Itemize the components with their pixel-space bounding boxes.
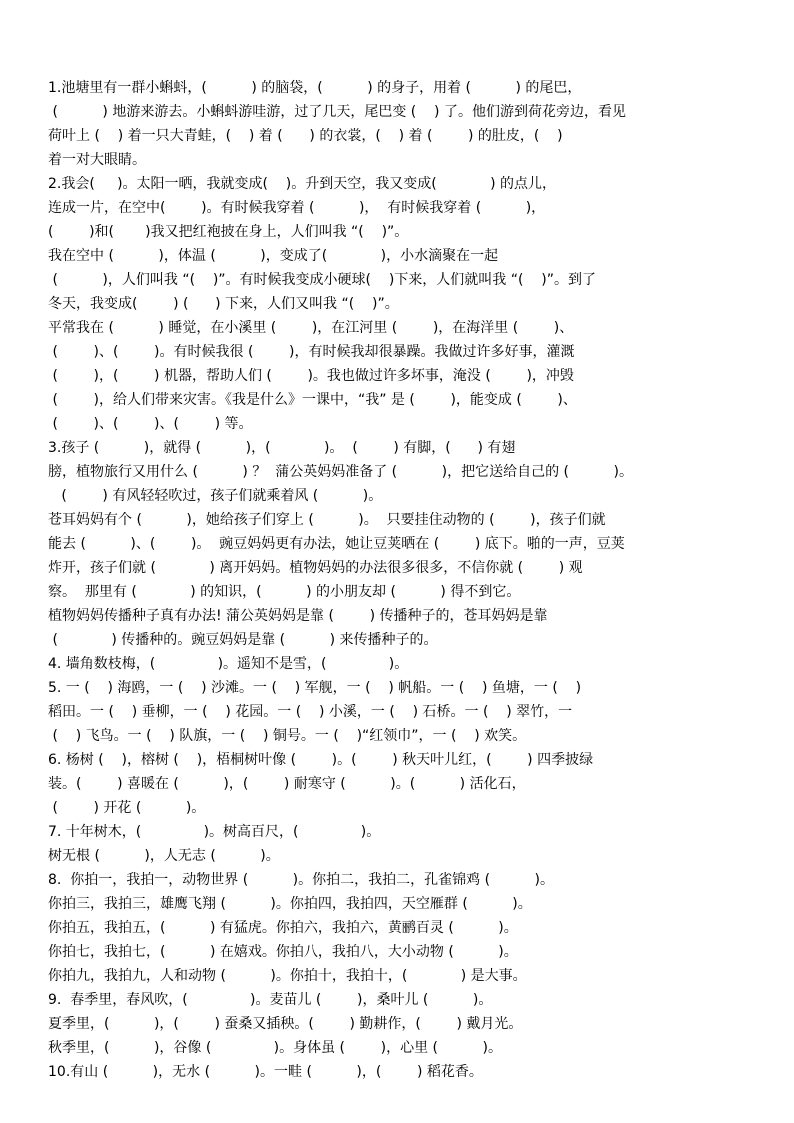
text-line: 着一对大眼睛。	[48, 152, 146, 168]
text-line: 连成一片，在空中( )。有时候我穿着 ( )， 有时候我穿着 ( )，	[48, 200, 546, 216]
text-line: ( )，给人们带来灾害。《我是什么》一课中，“我” 是 ( )，能变成 ( )、	[48, 392, 577, 408]
text-line: 我在空中 ( )，体温 ( )，变成了( )，小水滴聚在一起	[48, 248, 499, 264]
text-line: 你拍三，我拍三，雄鹰飞翔 ( )。你拍四，我拍四，天空雁群 ( )。	[48, 896, 532, 912]
text-line: 能去 ( )、( )。 豌豆妈妈更有办法，她让豆荚晒在 ( ) 底下。啪的一声，豆荚	[48, 536, 625, 552]
text-line: 膀，植物旅行又用什么 ( ) ？ 蒲公英妈妈准备了 ( )，把它送给自己的 ( )。	[48, 464, 633, 480]
text-line: ( )和( )我又把红袍披在身上，人们叫我 “( )”。	[48, 224, 409, 240]
text-line: 苍耳妈妈有个 ( )，她给孩子们穿上 ( )。 只要挂住动物的 ( )，孩子们就	[48, 512, 606, 528]
text-line: 平常我在 ( ) 睡觉，在小溪里 ( )，在江河里 ( )，在海洋里 ( )、	[48, 320, 574, 336]
text-line: ( ) 传播种的。豌豆妈妈是靠 ( ) 来传播种子的。	[48, 632, 438, 648]
text-line: 你拍七，我拍七，( ) 在嬉戏。你拍八，我拍八，大小动物 ( )。	[48, 944, 518, 960]
text-line: 7. 十年树木，( )。树高百尺，( )。	[48, 824, 381, 840]
text-line: 你拍五，我拍五，( ) 有猛虎。你拍六，我拍六，黄鹂百灵 ( )。	[48, 920, 518, 936]
text-line: 6. 杨树 ( )，榕树 ( )，梧桐树叶像 ( )。( ) 秋天叶儿红，( ) 四季披绿	[48, 752, 594, 768]
text-line: 装。( ) 喜暖在 ( )，( ) 耐寒守 ( )。( ) 活化石，	[48, 776, 526, 792]
text-line: ( ) 飞鸟。一 ( ) 队旗，一 ( ) 铜号。一 ( )“红领巾”，一 ( ) 欢笑。	[48, 728, 527, 744]
text-line: 稻田。一 ( ) 垂柳，一 ( ) 花园。一 ( ) 小溪，一 ( ) 石桥。一 ( ) 翠竹，一	[48, 704, 573, 720]
text-line: 你拍九，我拍九，人和动物 ( )。你拍十，我拍十，( ) 是大事。	[48, 968, 527, 984]
text-line: 夏季里，( )，( ) 蚕桑又插秧。( ) 勤耕作，( ) 戴月光。	[48, 1016, 523, 1032]
text-line: 4. 墙角数枝梅，( )。遥知不是雪，( )。	[48, 656, 409, 672]
text-line: 8. 你拍一，我拍一，动物世界 ( )。你拍二，我拍二，孔雀锦鸡 ( )。	[48, 872, 555, 888]
text-line: 3.孩子 ( )，就得 ( )，( )。 ( ) 有脚，( ) 有翅	[48, 440, 516, 456]
text-line: 秋季里，( )，谷像 ( )。身体虽 ( )，心里 ( )。	[48, 1040, 502, 1056]
text-line: 10.有山 ( )，无水 ( )。一畦 ( )，( ) 稻花香。	[48, 1064, 483, 1080]
text-line: 9. 春季里，春风吹，( )。麦苗儿 ( )，桑叶儿 ( )。	[48, 992, 493, 1008]
text-line: ( )、( )、( ) 等。	[48, 416, 253, 432]
text-line: 2.我会( )。太阳一晒，我就变成( )。升到天空，我又变成( ) 的点儿，	[48, 176, 557, 192]
text-line: ( )、( )。有时候我很 ( )，有时候我却很暴躁。我做过许多好事，灌溉	[48, 344, 575, 360]
text-line: ( ) 开花 ( )。	[48, 800, 206, 816]
text-line: ( ) 有风轻轻吹过，孩子们就乘着风 ( )。	[48, 488, 383, 504]
text-line: 荷叶上 ( ) 着一只大青蛙，( ) 着 ( ) 的衣裳，( ) 着 ( ) 的肚皮，( )	[48, 128, 563, 144]
text-line: ( )，人们叫我 “( )”。有时候我变成小硬球( )下来，人们就叫我 “( )”。到了	[48, 272, 596, 288]
text-line: 植物妈妈传播种子真有办法! 蒲公英妈妈是靠 ( ) 传播种子的，苍耳妈妈是靠	[48, 608, 548, 624]
text-line: 树无根 ( )，人无志 ( )。	[48, 848, 280, 864]
text-line: 冬天，我变成( ) ( ) 下来，人们又叫我 “( )”。	[48, 296, 399, 312]
text-line: 1.池塘里有一群小蝌蚪，( ) 的脑袋，( ) 的身子，用着 ( ) 的尾巴，	[48, 80, 582, 96]
text-line: ( )，( ) 机器，帮助人们 ( )。我也做过许多坏事，淹没 ( )，冲毁	[48, 368, 574, 384]
text-line: 5. 一 ( ) 海鸥，一 ( ) 沙滩。一 ( ) 军舰，一 ( ) 帆船。一 ( ) 鱼塘，一 ( )	[48, 680, 582, 696]
text-line: ( ) 地游来游去。小蝌蚪游哇游，过了几天，尾巴变 ( ) 了。他们游到荷花旁边，看见	[48, 104, 626, 120]
text-line: 炸开，孩子们就 ( ) 离开妈妈。植物妈妈的办法很多很多，不信你就 ( ) 观	[48, 560, 583, 576]
worksheet	[48, 76, 752, 1084]
text-line: 察。 那里有 ( ) 的知识，( ) 的小朋友却 ( ) 得不到它。	[48, 584, 521, 600]
